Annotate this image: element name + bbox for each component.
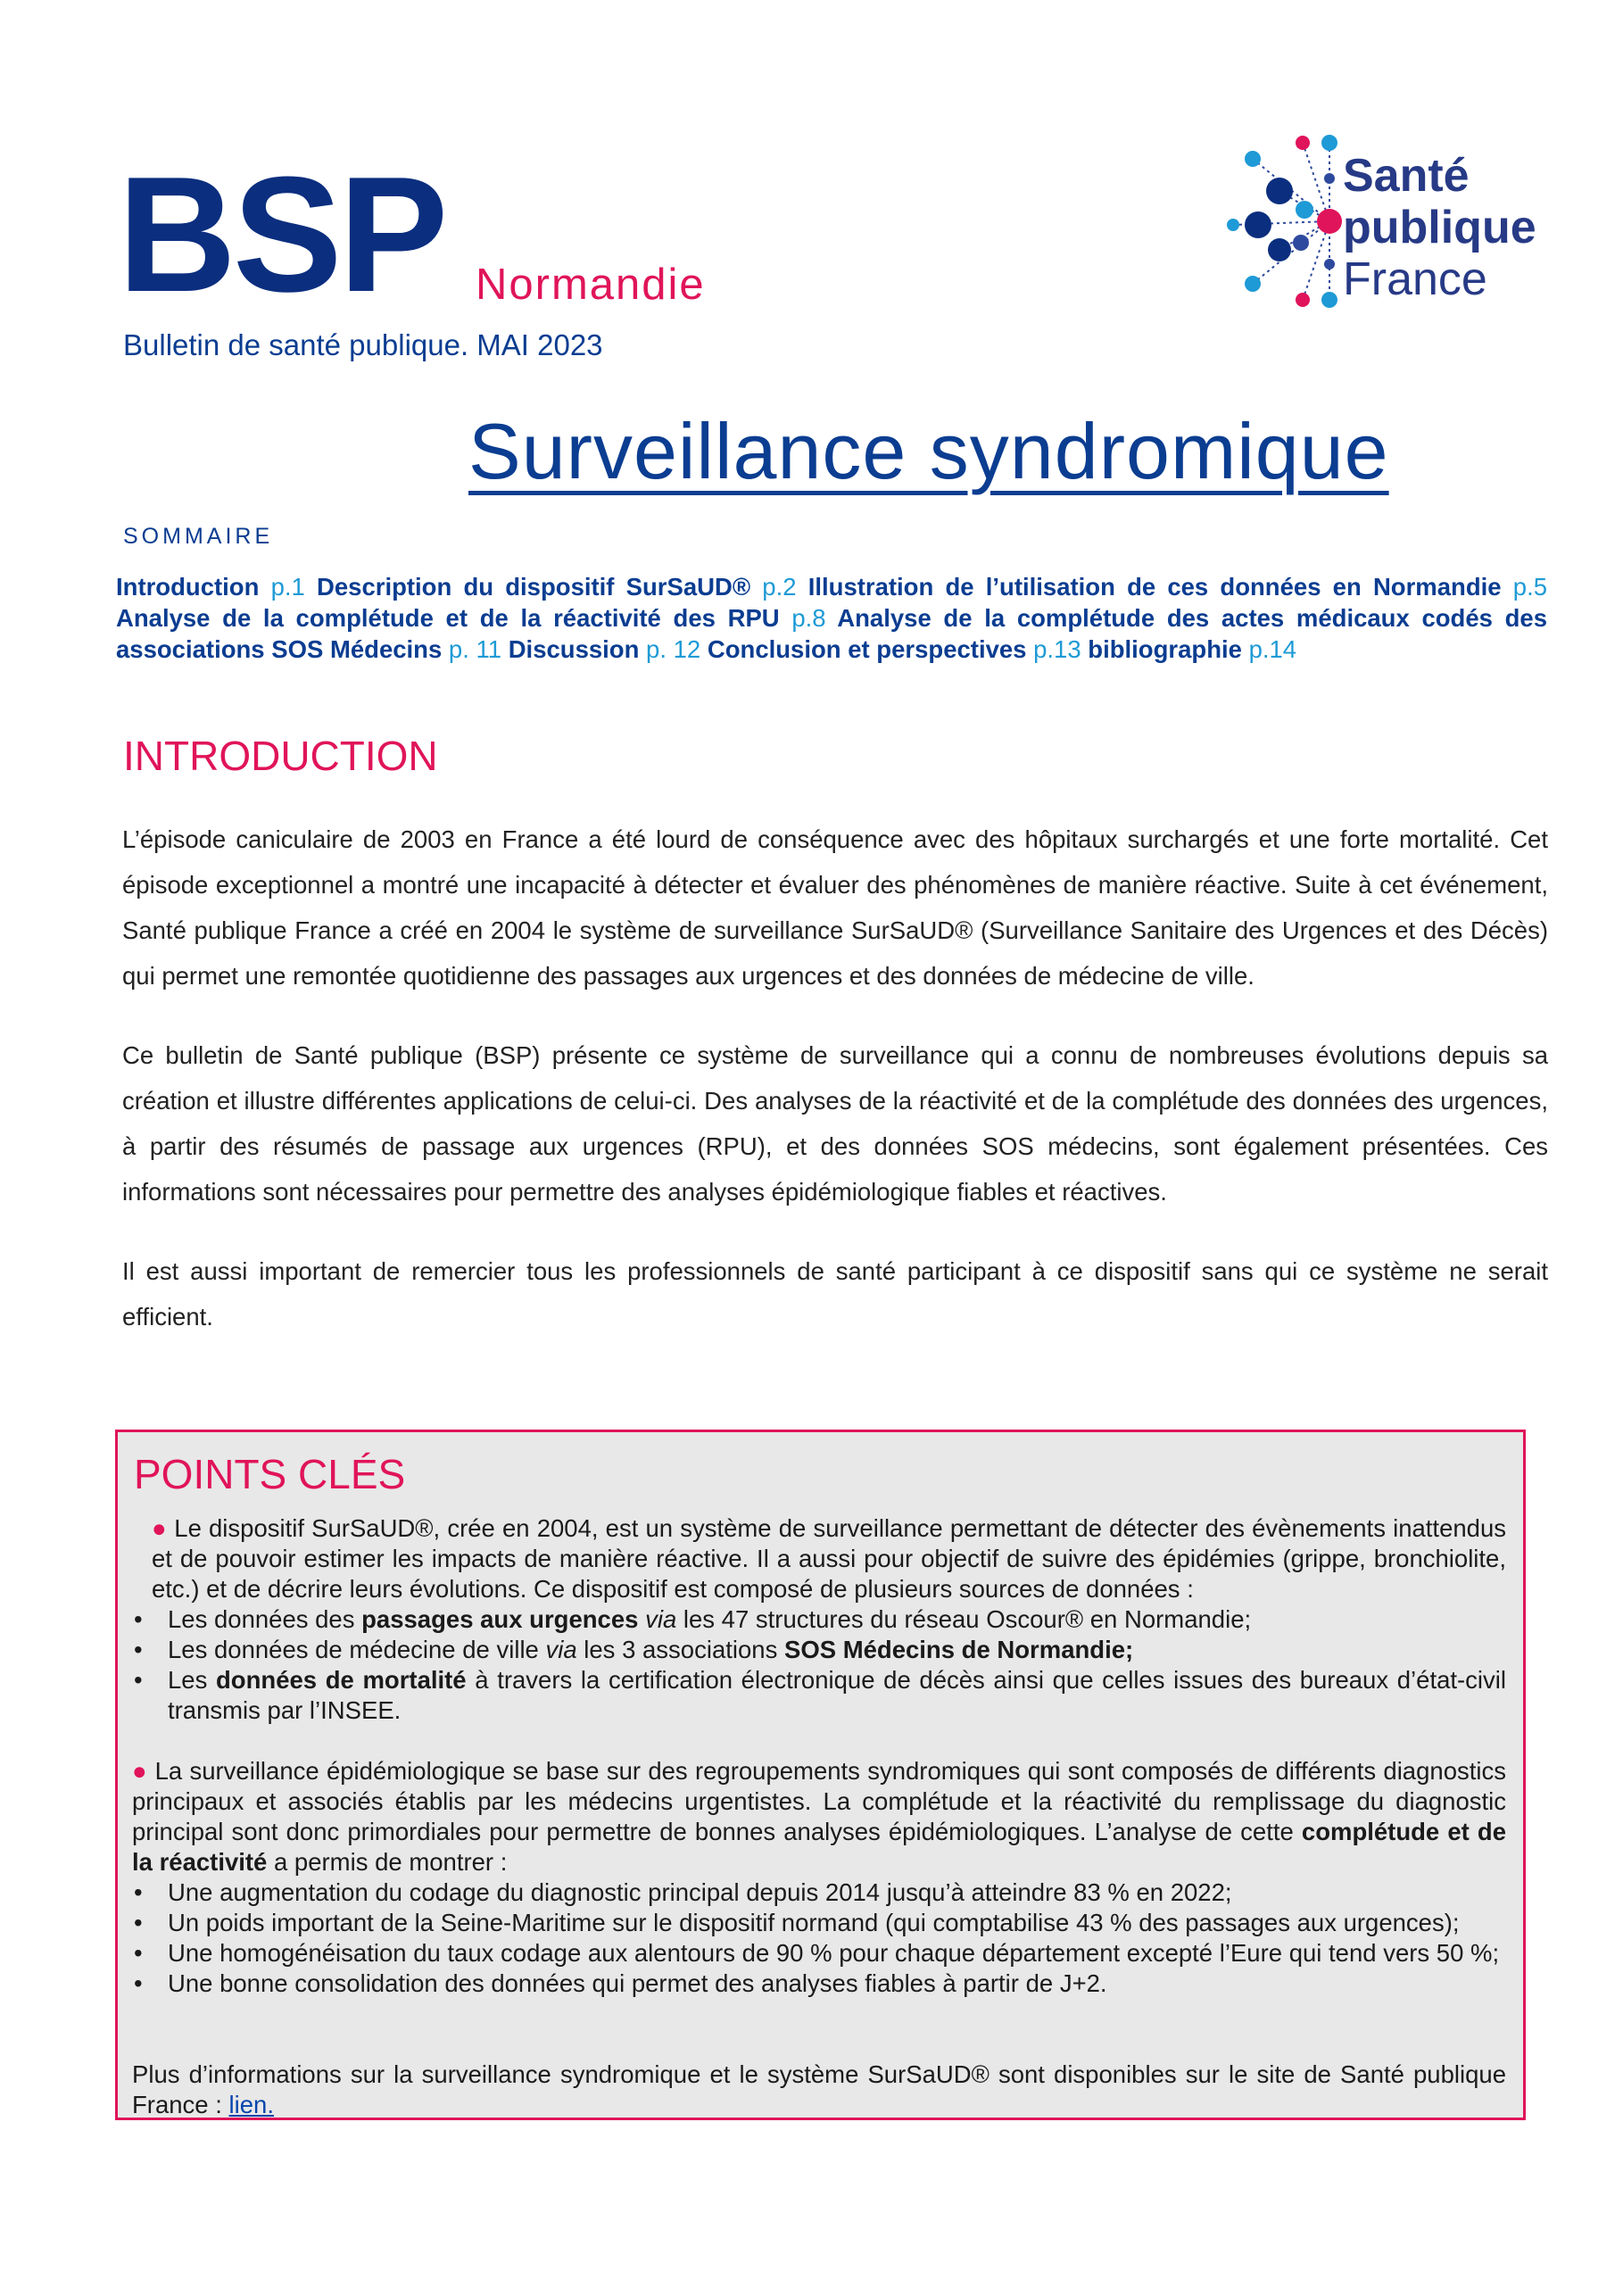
toc-item-description[interactable]: Description du dispositif SurSaUD® p.2: [317, 573, 797, 601]
table-of-contents: [116, 571, 1547, 665]
toc-item-illustration[interactable]: Illustration de l’utilisation de ces données en Normandie p.5: [807, 573, 1548, 601]
key-block-1-intro: ● Le dispositif SurSaUD®, crée en 2004, est un système de surveillance permettant de détecter des évènements inattendus et de pouvoir estimer les impacts de manière réactive. Il a aussi pour objectif de suivre des épidémies (grippe, bronchiolite, etc.) et de décrire leurs évolutions. Ce dispositif est composé de plusieurs sources de données :: [152, 1514, 1506, 1603]
sommaire-label: SOMMAIRE: [123, 524, 274, 549]
key-block-1-list: [132, 1604, 1506, 1726]
more-info-link[interactable]: lien.: [228, 2091, 274, 2118]
toc-item-bibliographie[interactable]: bibliographie p.14: [1088, 635, 1297, 663]
key-block-2-list: [132, 1877, 1506, 1999]
spf-line-1: Santé: [1343, 150, 1470, 202]
key-points-heading: POINTS CLÉS: [134, 1451, 406, 1497]
key-footer: Plus d’informations sur la surveillance syndromique et le système SurSaUD® sont disponibles sur le site de Santé publique France : lien.: [132, 2060, 1506, 2118]
spf-line-2: publique: [1343, 202, 1536, 253]
intro-paragraph-1: L’épisode caniculaire de 2003 en France a été lourd de conséquence avec des hôpitaux surchargés et une forte mortalité. Cet épisode exceptionnel a montré une incapacité à détecter et évaluer des phénomènes de manière réactive. Suite à cet événement, Santé publique France a créé en 2004 le système de surveillance SurSaUD® (Surveillance Sanitaire des Urgences et des Décès) qui permet une remontée quotidienne des passages aux urgences et des données de médecine de ville.: [122, 825, 1548, 990]
region-label: Normandie: [476, 261, 706, 309]
bulletin-subtitle: Bulletin de santé publique. MAI 2023: [123, 328, 603, 361]
pink-bullet-icon: ●: [132, 1757, 148, 1785]
page-title: Surveillance syndromique: [468, 407, 1389, 495]
bsp-logo: BSP: [118, 142, 445, 326]
introduction-heading: INTRODUCTION: [123, 733, 438, 779]
spf-line-3: France: [1343, 253, 1487, 305]
toc-item-analyse-rpu[interactable]: Analyse de la complétude et de la réactivité des RPU p.8: [116, 604, 826, 632]
list-item: • Un poids important de la Seine-Maritime sur le dispositif normand (qui comptabilise 43 % des passages aux urgences);: [132, 1908, 1506, 1938]
pink-bullet-icon: ●: [152, 1514, 168, 1542]
list-item: • Une homogénéisation du taux codage aux alentours de 90 % pour chaque département excepté l’Eure qui tend vers 50 %;: [132, 1938, 1506, 1969]
list-item: • Une augmentation du codage du diagnostic principal depuis 2014 jusqu’à atteindre 83 % en 2022;: [132, 1877, 1506, 1908]
toc-item-introduction[interactable]: Introduction p.1: [116, 573, 305, 601]
intro-paragraph-2: Ce bulletin de Santé publique (BSP) présente ce système de surveillance qui a connu de nombreuses évolutions depuis sa création et illustre différentes applications de celui-ci. Des analyses de la réactivité et de la complétude des données des urgences, à partir des résumés de passage aux urgences (RPU), et des données SOS médecins, sont également présentées. Ces informations sont nécessaires pour permettre des analyses épidémiologique fiables et réactives.: [122, 1041, 1548, 1206]
toc-item-analyse-sos[interactable]: Analyse de la complétude des actes médicaux codés des associations SOS Médecins p. 11: [116, 604, 1548, 663]
toc-item-discussion[interactable]: Discussion p. 12: [508, 635, 701, 663]
list-item: • Les données de médecine de ville via les 3 associations SOS Médecins de Normandie;: [132, 1635, 1506, 1665]
toc-item-conclusion[interactable]: Conclusion et perspectives p.13: [707, 635, 1081, 663]
intro-paragraph-3: Il est aussi important de remercier tous les professionnels de santé participant à ce dispositif sans qui ce système ne serait efficient.: [122, 1257, 1548, 1330]
list-item: • Les données de mortalité à travers la certification électronique de décès ainsi que celles issues des bureaux d’état-civil transmis par l’INSEE.: [132, 1665, 1506, 1726]
list-item: • Une bonne consolidation des données qui permet des analyses fiables à partir de J+2.: [132, 1969, 1506, 1999]
key-block-2-intro: ● La surveillance épidémiologique se base sur des regroupements syndromiques qui sont composés de différents diagnostics principaux et associés établis par les médecins urgentistes. La complétude et la réactivité du remplissage du diagnostic principal sont donc primordiales pour permettre de bonnes analyses épidémiologiques. L’analyse de cette complétude et de la réactivité a permis de montrer :: [132, 1757, 1507, 1876]
list-item: • Les données des passages aux urgences via les 47 structures du réseau Oscour® en Normandie;: [132, 1604, 1506, 1635]
sante-publique-france-wordmark: [1343, 150, 1536, 305]
key-points-content: [132, 1513, 1506, 2120]
